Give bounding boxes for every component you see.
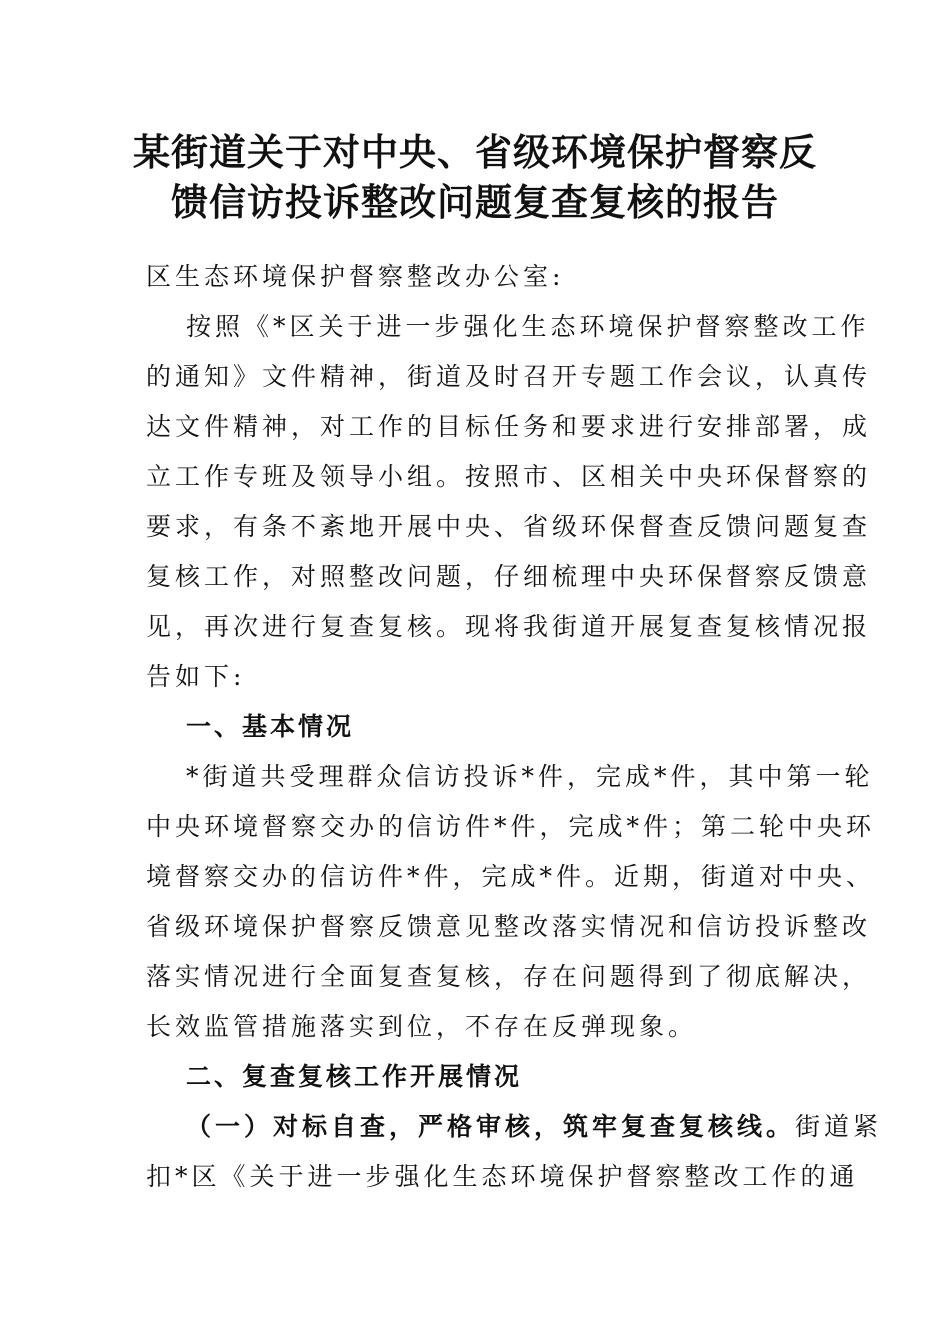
paragraph-line: 按照《*区关于进一步强化生态环境保护督察整改工作 <box>186 312 870 341</box>
paragraph-line: 省级环境保护督察反馈意见整改落实情况和信访投诉整改 <box>146 912 872 941</box>
review-work-paragraph <box>146 1102 883 1202</box>
document-title <box>80 126 870 226</box>
paragraph-line: 告如下: <box>146 662 246 691</box>
paragraph-line: 长效监管措施落实到位，不存在反弹现象。 <box>146 1012 698 1041</box>
paragraph-line: 复核工作，对照整改问题，仔细梳理中央环保督察反馈意 <box>146 562 872 591</box>
paragraph-line: 落实情况进行全面复查复核，存在问题得到了彻底解决， <box>146 962 872 991</box>
subsection-text: 街道紧 <box>795 1112 883 1141</box>
paragraph-line: 的通知》文件精神，街道及时召开专题工作会议，认真传 <box>146 362 872 391</box>
section-heading-basic-situation: 一、基本情况 <box>186 712 355 741</box>
intro-paragraph <box>146 302 872 702</box>
paragraph-line: 扣*区《关于进一步强化生态环境保护督察整改工作的通 <box>146 1162 859 1191</box>
title-line: 某街道关于对中央、省级环境保护督察反 <box>133 130 817 174</box>
paragraph-line: *街道共受理群众信访投诉*件，完成*件，其中第一轮 <box>186 762 874 791</box>
subsection-lead: （一）对标自查，严格审核，筑牢复查复核线。 <box>186 1112 796 1141</box>
paragraph-line: 中央环境督察交办的信访件*件，完成*件；第二轮中央环 <box>146 812 876 841</box>
paragraph-line <box>146 1102 883 1152</box>
paragraph-line: 见，再次进行复查复核。现将我街道开展复查复核情况报 <box>146 612 872 641</box>
paragraph-line: 达文件精神，对工作的目标任务和要求进行安排部署，成 <box>146 412 872 441</box>
basic-situation-paragraph <box>146 752 876 1052</box>
paragraph-line: 境督察交办的信访件*件，完成*件。近期，街道对中央、 <box>146 862 876 891</box>
section-heading-review-work: 二、复查复核工作开展情况 <box>186 1062 523 1091</box>
paragraph-line: 要求，有条不紊地开展中央、省级环保督查反馈问题复查 <box>146 512 872 541</box>
title-line: 馈信访投诉整改问题复查复核的报告 <box>171 180 779 224</box>
paragraph-line: 立工作专班及领导小组。按照市、区相关中央环保督察的 <box>146 462 872 491</box>
document-body <box>146 252 883 1202</box>
salutation: 区生态环境保护督察整改办公室: <box>146 262 565 291</box>
